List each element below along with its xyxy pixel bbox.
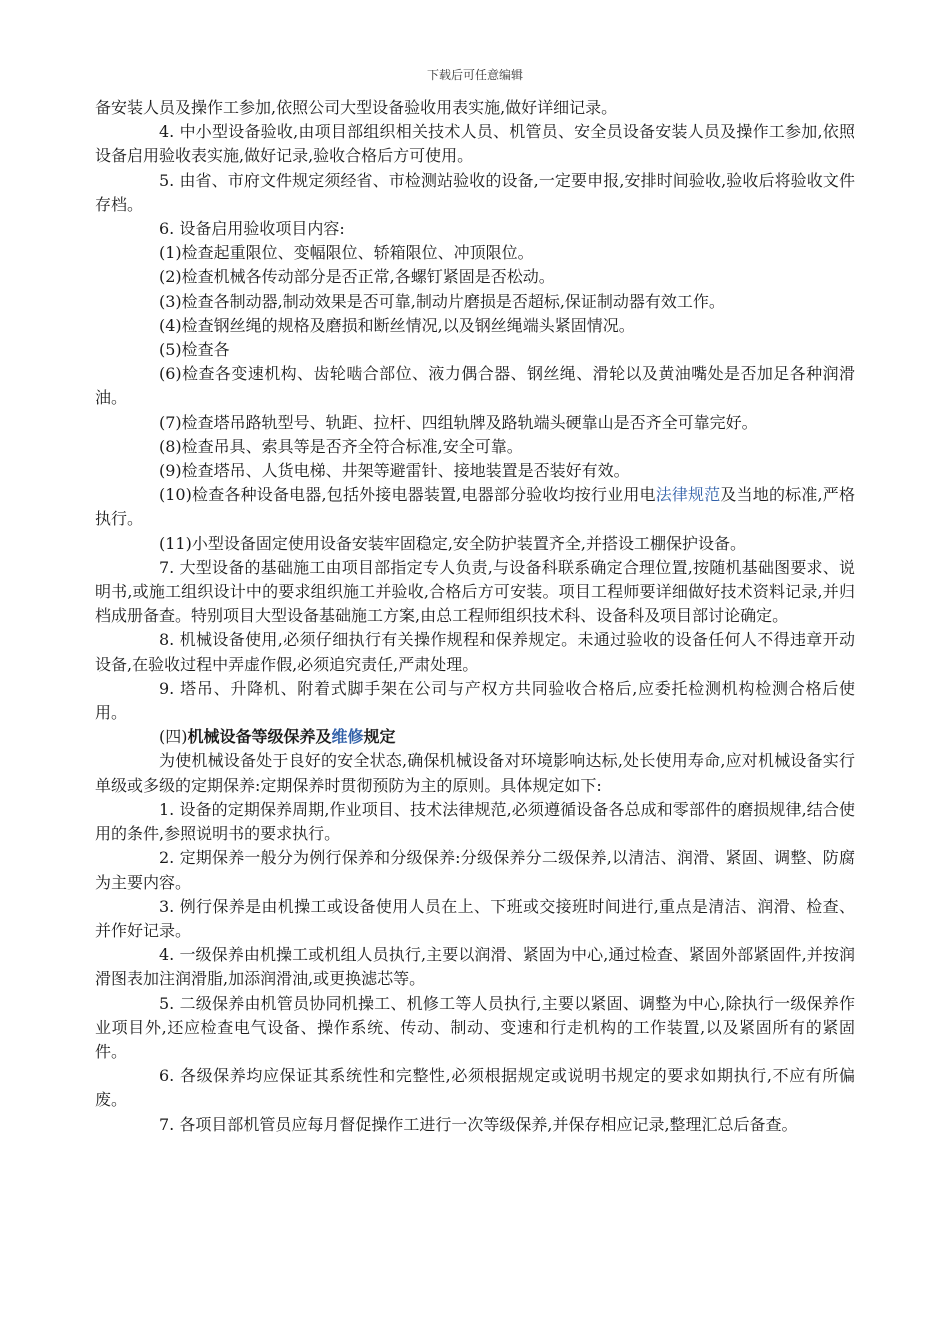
- list-item: (5)检查各: [159, 340, 230, 360]
- paragraph: 4. 一级保养由机操工或机组人员执行,主要以润滑、紧固为中心,通过检查、紧固外部紧固件,并按润滑图表加注润滑脂,加添润滑油,或更换滤芯等。: [95, 945, 855, 989]
- list-item: (11)小型设备固定使用设备安装牢固稳定,安全防护装置齐全,并搭设工棚保护设备。: [159, 533, 747, 553]
- section-title: 机械设备等级保养及: [187, 727, 332, 747]
- list-item: (6)检查各变速机构、齿轮啮合部位、液力偶合器、钢丝绳、滑轮以及黄油嘴处是否加足各种润滑油。: [95, 364, 855, 408]
- paragraph: 6. 设备启用验收项目内容:: [159, 219, 345, 239]
- paragraph: 7. 各项目部机管员应每月督促操作工进行一次等级保养,并保存相应记录,整理汇总后备查。: [159, 1114, 798, 1134]
- document-body: [95, 96, 855, 1137]
- list-item: (7)检查塔吊路轨型号、轨距、拉杆、四组轨牌及路轨端头硬靠山是否齐全可靠完好。: [159, 412, 758, 432]
- paragraph: 9. 塔吊、升降机、附着式脚手架在公司与产权方共同验收合格后,应委托检测机构检测合格后使用。: [95, 678, 855, 723]
- paragraph: 1. 设备的定期保养周期,作业项目、技术法律规范,必须遵循设备各总成和零部件的磨损规律,结合使用的条件,参照说明书的要求执行。: [95, 799, 855, 844]
- paragraph: 4. 中小型设备验收,由项目部组织相关技术人员、机管员、安全员设备安装人员及操作工参加,依照设备启用验收表实施,做好记录,验收合格后方可使用。: [95, 122, 855, 166]
- section-heading: [95, 725, 855, 749]
- paragraph: 8. 机械设备使用,必须仔细执行有关操作规程和保养规定。未通过验收的设备任何人不得违章开动设备,在验收过程中弄虚作假,必须追究责任,严肃处理。: [95, 630, 855, 674]
- section-title: 规定: [363, 727, 396, 747]
- paragraph: 备安装人员及操作工参加,依照公司大型设备验收用表实施,做好详细记录。: [95, 98, 618, 117]
- paragraph: 5. 二级保养由机管员协同机操工、机修工等人员执行,主要以紧固、调整为中心,除执行一级保养作业项目外,还应检查电气设备、操作系统、传动、制动、变速和行走机构的工作装置,以及紧固所有的紧固件。: [95, 993, 855, 1061]
- paragraph: 2. 定期保养一般分为例行保养和分级保养:分级保养分二级保养,以清洁、润滑、紧固、调整、防腐为主要内容。: [95, 848, 855, 892]
- list-item: (1)检查起重限位、变幅限位、轿箱限位、冲顶限位。: [159, 243, 534, 263]
- paragraph: 5. 由省、市府文件规定须经省、市检测站验收的设备,一定要申报,安排时间验收,验收后将验收文件存档。: [95, 170, 855, 214]
- paragraph: 6. 各级保养均应保证其系统性和完整性,必须根据规定或说明书规定的要求如期执行,不应有所偏废。: [95, 1066, 855, 1110]
- paragraph: 3. 例行保养是由机操工或设备使用人员在上、下班或交接班时间进行,重点是清洁、润滑、检查、并作好记录。: [95, 896, 855, 940]
- paragraph: 7. 大型设备的基础施工由项目部指定专人负责,与设备科联系确定合理位置,按随机基础图要求、说明书,或施工组织设计中的要求组织施工并验收,合格后方可安装。项目工程师要详细做好技术资料记录,并归档成册备查。特别项目大型设备基础施工方案,由总工程师组织技术科、设备科及项目部讨论确定。: [95, 557, 855, 626]
- paragraph: 为使机械设备处于良好的安全状态,确保机械设备对环境影响达标,处长使用寿命,应对机械设备实行单级或多级的定期保养:定期保养时贯彻预防为主的原则。具体规定如下:: [95, 751, 855, 795]
- law-standard-link[interactable]: 法律规范: [655, 485, 721, 505]
- list-item: (8)检查吊具、索具等是否齐全符合标准,安全可靠。: [159, 436, 523, 456]
- list-item: (2)检查机械各传动部分是否正常,各螺钉紧固是否松动。: [159, 267, 555, 287]
- page-header: 下载后可任意编辑: [426, 68, 523, 82]
- list-item: [95, 483, 855, 531]
- list-item-text: 及当地的标准,严格执行。: [95, 485, 855, 529]
- list-item: (3)检查各制动器,制动效果是否可靠,制动片磨损是否超标,保证制动器有效工作。: [159, 291, 725, 311]
- section-number: (四): [159, 727, 188, 747]
- list-item-text: (10)检查各种设备电器,包括外接电器装置,电器部分验收均按行业用电: [159, 485, 656, 505]
- list-item: (4)检查钢丝绳的规格及磨损和断丝情况,以及钢丝绳端头紧固情况。: [159, 315, 635, 335]
- list-item: (9)检查塔吊、人货电梯、井架等避雷针、接地装置是否装好有效。: [159, 461, 630, 481]
- maintenance-link[interactable]: 维修: [331, 727, 364, 747]
